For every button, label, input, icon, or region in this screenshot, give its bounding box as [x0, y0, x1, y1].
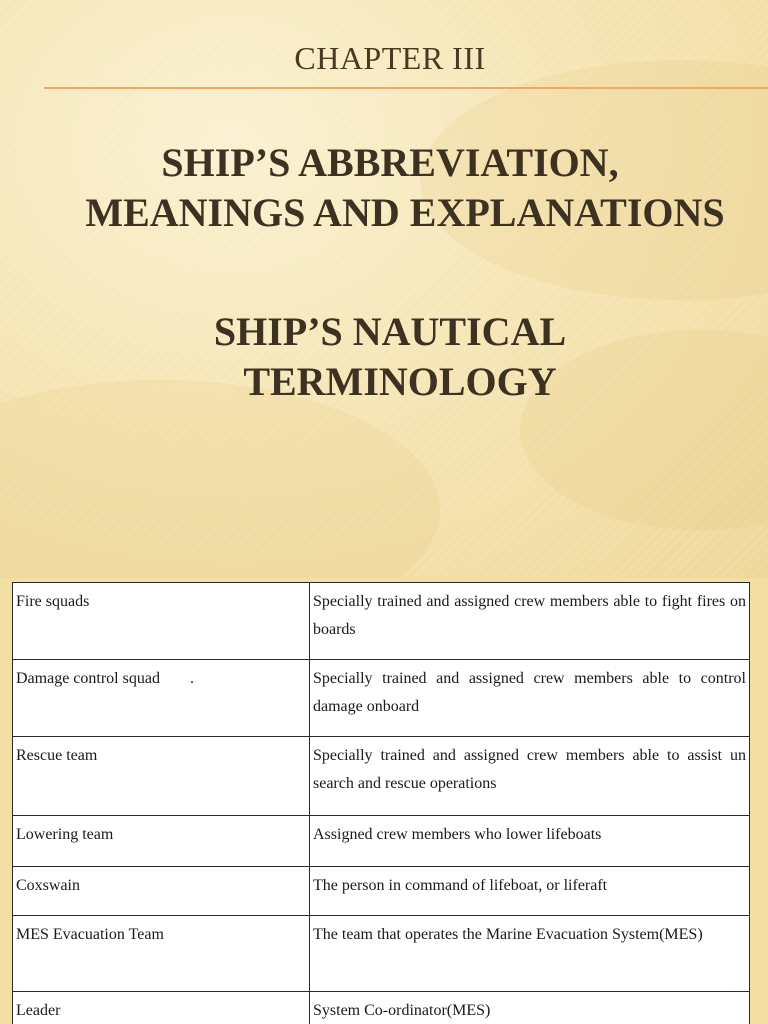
definition-cell: Specially trained and assigned crew members able to assist un search and rescue operations	[310, 737, 750, 816]
table-row	[13, 737, 750, 816]
table-row	[13, 992, 750, 1024]
slide-subtitle	[0, 307, 768, 407]
definition-cell: The team that operates the Marine Evacuation System(MES)	[310, 916, 750, 992]
term-cell: Rescue team	[13, 737, 310, 816]
slide-title-line-2: MEANINGS AND EXPLANATIONS	[85, 190, 725, 235]
term-cell: Leader	[13, 992, 310, 1024]
term-cell: Coxswain	[13, 867, 310, 916]
term-cell: MES Evacuation Team	[13, 916, 310, 992]
definition-cell: System Co-ordinator(MES)	[310, 992, 750, 1024]
table-row	[13, 583, 750, 660]
chapter-heading: CHAPTER III	[294, 40, 486, 76]
term-cell: Fire squads	[13, 583, 310, 660]
term-cell	[13, 660, 310, 737]
table-row	[13, 660, 750, 737]
table-row	[13, 816, 750, 867]
divider-rule	[44, 87, 768, 89]
slide-subtitle-line-1: SHIP’S NAUTICAL	[213, 309, 567, 354]
slide-title	[0, 138, 768, 238]
definition-cell: Specially trained and assigned crew members able to fight fires on boards	[310, 583, 750, 660]
table-row	[13, 916, 750, 992]
definition-cell: The person in command of lifeboat, or liferaft	[310, 867, 750, 916]
definition-cell: Specially trained and assigned crew members able to control damage onboard	[310, 660, 750, 737]
term-cell: Lowering team	[13, 816, 310, 867]
definition-cell: Assigned crew members who lower lifeboats	[310, 816, 750, 867]
background-wave	[0, 380, 440, 578]
terminology-table	[12, 582, 750, 1024]
term-text: Damage control squad	[16, 670, 160, 687]
table-row	[13, 867, 750, 916]
slide-title-line-1: SHIP’S ABBREVIATION,	[161, 140, 619, 185]
slide-subtitle-line-2: TERMINOLOGY	[243, 359, 557, 404]
stray-dot: .	[189, 670, 194, 687]
